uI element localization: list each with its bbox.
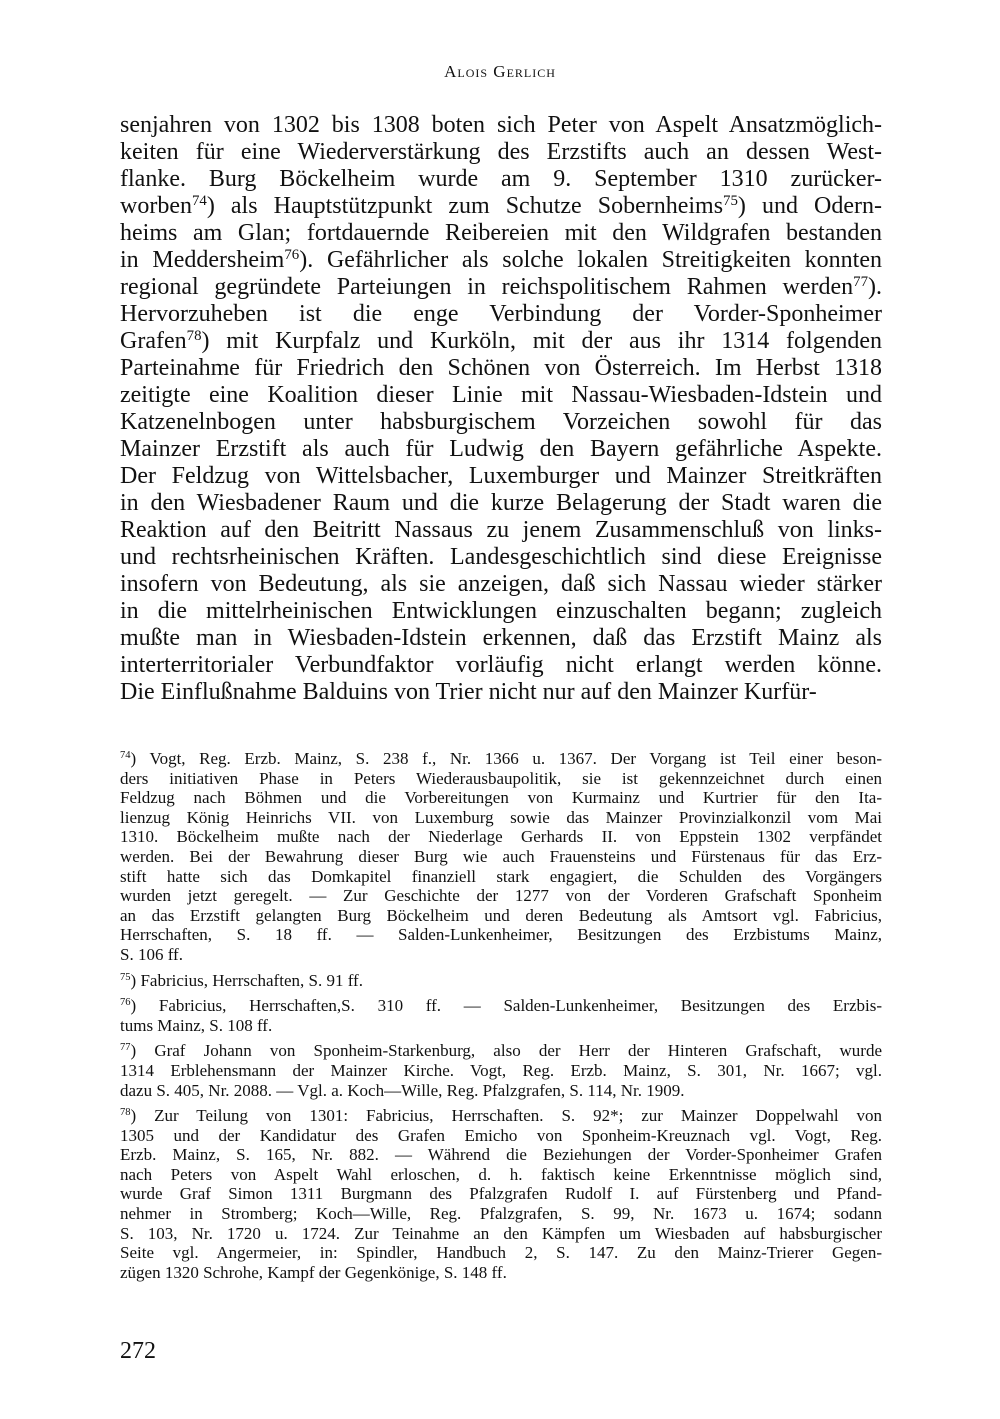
text-segment: Grafen [120, 328, 187, 354]
footnote [120, 1041, 882, 1100]
footnote-text: dazu S. 405, Nr. 2088. — Vgl. a. Koch—Wille, Reg. Pfalzgrafen, S. 114, Nr. 1909. [120, 1080, 685, 1100]
text-segment: ). Gefährlicher als solche lokalen Streitigkeiten konnten [299, 247, 883, 273]
text-segment: interterritorialer Verbundfaktor vorläufig nicht erlangt werden könne. [120, 652, 882, 678]
footnote-line [120, 1165, 882, 1185]
text-line [120, 328, 882, 355]
text-line [120, 571, 882, 598]
text-line [120, 598, 882, 625]
footnote-reference: 76 [284, 246, 300, 263]
footnote-text: Erzb. Mainz, S. 165, Nr. 882. — Während die Beziehungen der Vorder-Sponheimer Grafen [120, 1145, 882, 1165]
text-segment: regional gegründete Parteiungen in reichspolitischem Rahmen werden [120, 274, 854, 300]
text-line [120, 652, 882, 679]
text-segment: insofern von Bedeutung, als sie anzeigen, daß sich Nassau wieder stärker [120, 571, 882, 597]
text-segment: ) und Odern- [737, 193, 882, 219]
footnote-text: S. 103, Nr. 1720 u. 1724. Zur Teinahme an den Kämpfen um Wiesbaden auf habsburgischer [120, 1223, 882, 1243]
text-line [120, 436, 882, 463]
footnote-number: 76 [120, 997, 131, 1009]
text-line [120, 355, 882, 382]
footnote-reference: 78 [186, 327, 202, 344]
footnote-text: ders initiativen Phase in Peters Wiederausbaupolitik, sie ist gekennzeichnet durch einen [120, 768, 882, 788]
text-line [120, 193, 882, 220]
footnote-line [120, 1106, 882, 1126]
footnote-text: ) Zur Teilung von 1301: Fabricius, Herrschaften. S. 92*; zur Mainzer Doppelwahl von [130, 1106, 882, 1126]
text-segment: Mainzer Erzstift als auch für Ludwig den Bayern gefährliche Aspekte. [120, 436, 882, 462]
text-line [120, 247, 882, 274]
text-segment: Parteinahme für Friedrich den Schönen von Österreich. Im Herbst 1318 [120, 355, 882, 381]
footnote-text: tums Mainz, S. 108 ff. [120, 1015, 273, 1035]
running-header: Alois Gerlich [444, 62, 556, 81]
footnote-line [120, 1263, 882, 1283]
text-segment: Katzenelnbogen unter habsburgischem Vorzeichen sowohl für das [120, 409, 882, 435]
footnote [120, 749, 882, 965]
footnote-line [120, 1145, 882, 1165]
text-segment: Hervorzuheben ist die enge Verbindung der Vorder-Sponheimer [120, 301, 882, 327]
footnote-text: ) Graf Johann von Sponheim-Starkenburg, also der Herr der Hinteren Grafschaft, wurde [130, 1041, 882, 1061]
footnote-line [120, 1081, 882, 1101]
footnote-text: 1314 Erblehensmann der Mainzer Kirche. Vogt, Reg. Erzb. Mainz, S. 301, Nr. 1667; vgl. [120, 1060, 882, 1080]
footnote-text: an das Erzstift gelangten Burg Böckelheim und deren Bedeutung als Amtsort vgl. Fabricius, [120, 905, 882, 925]
footnote-number: 77 [120, 1042, 131, 1054]
text-line [120, 490, 882, 517]
footnote-text: Herrschaften, S. 18 ff. — Salden-Lunkenheimer, Besitzungen des Erzbistums Mainz, [120, 925, 882, 945]
text-line [120, 382, 882, 409]
footnote-reference: 74 [191, 192, 207, 209]
text-segment: worben [120, 193, 192, 219]
text-line [120, 409, 882, 436]
text-segment: und rechtsrheinischen Kräften. Landesgeschichtlich sind diese Ereignisse [120, 544, 882, 570]
text-segment: in Meddersheim [120, 247, 285, 273]
footnote-line [120, 1224, 882, 1244]
footnote-text: zügen 1320 Schrohe, Kampf der Gegenkönige, S. 148 ff. [120, 1262, 507, 1282]
footnote-line [120, 788, 882, 808]
footnote-number: 78 [120, 1107, 131, 1119]
footnote-line [120, 1061, 882, 1081]
footnote-line [120, 1204, 882, 1224]
main-text [120, 112, 882, 706]
page-number: 272 [120, 1338, 156, 1364]
footnote-text: 1310. Böckelheim mußte nach der Niederlage Gerhards II. von Eppstein 1302 verpfändet [120, 827, 882, 847]
footnote-reference: 77 [853, 273, 868, 290]
text-segment: ). [868, 274, 882, 300]
footnote-line [120, 808, 882, 828]
footnote-text: nehmer in Stromberg; Koch—Wille, Reg. Pfalzgrafen, S. 99, Nr. 1673 u. 1674; sodann [120, 1204, 882, 1224]
text-segment: in den Wiesbadener Raum und die kurze Belagerung der Stadt waren die [120, 490, 882, 516]
footnote-text: ) Fabricius, Herrschaften,S. 310 ff. — Salden-Lunkenheimer, Besitzungen des Erzbis- [130, 996, 882, 1016]
footnote-text: werden. Bei der Bewahrung dieser Burg wie auch Frauensteins und Fürstenaus für das Erz- [120, 846, 882, 866]
footnote-line [120, 769, 882, 789]
footnote-line [120, 749, 882, 769]
footnote-line [120, 886, 882, 906]
footnote-line [120, 1243, 882, 1263]
text-line [120, 463, 882, 490]
text-segment: zeitigte eine Koalition dieser Linie mit Nassau-Wiesbaden-Idstein und [120, 382, 882, 408]
text-line [120, 517, 882, 544]
footnote-reference: 75 [723, 192, 738, 209]
text-segment: Der Feldzug von Wittelsbacher, Luxemburger und Mainzer Streitkräften [120, 463, 882, 489]
footnote-line [120, 906, 882, 926]
footnote-text: ) Fabricius, Herrschaften, S. 91 ff. [130, 970, 363, 990]
footnote-number: 75 [120, 971, 131, 983]
text-line [120, 274, 882, 301]
text-segment: Reaktion auf den Beitritt Nassaus zu jenem Zusammenschluß von links- [120, 517, 882, 543]
footnote-line [120, 1041, 882, 1061]
footnote-number: 74 [120, 750, 131, 762]
text-segment: ) mit Kurpfalz und Kurköln, mit der aus ihr 1314 folgenden [201, 328, 882, 354]
footnote-line [120, 847, 882, 867]
text-line [120, 166, 882, 193]
footnote-line [120, 925, 882, 945]
footnote [120, 971, 882, 991]
text-segment: ) als Hauptstützpunkt zum Schutze Sobernheims [206, 193, 724, 219]
text-segment: in die mittelrheinischen Entwicklungen einzuschalten begann; zugleich [120, 598, 882, 624]
footnote-text: wurden jetzt geregelt. — Zur Geschichte der 1277 von der Vorderen Grafschaft Sponheim [120, 886, 882, 906]
text-line [120, 220, 882, 247]
footnote-line [120, 996, 882, 1016]
text-segment: Die Einflußnahme Balduins von Trier nicht nur auf den Mainzer Kurfür- [120, 679, 817, 705]
footnote-text: Feldzug nach Böhmen und die Vorbereitungen von Kurmainz und Kurtrier für den Ita- [120, 788, 882, 808]
footnote-line [120, 971, 882, 991]
text-segment: senjahren von 1302 bis 1308 boten sich Peter von Aspelt Ansatzmöglich- [120, 112, 882, 138]
footnote-text: stift hatte sich das Domkapitel finanziell stark engagiert, die Schulden des Vorgängers [120, 866, 882, 886]
text-line [120, 112, 882, 139]
footnote-text: nach Peters von Aspelt Wahl erloschen, d. h. faktisch keine Erkenntnisse möglich sind, [120, 1164, 882, 1184]
text-segment: flanke. Burg Böckelheim wurde am 9. September 1310 zurücker- [120, 166, 882, 192]
footnote-line [120, 827, 882, 847]
footnote-line [120, 945, 882, 965]
footnote-line [120, 1184, 882, 1204]
footnote-line [120, 1016, 882, 1036]
text-segment: heims am Glan; fortdauernde Reibereien mit den Wildgrafen bestanden [120, 220, 882, 246]
footnote [120, 1106, 882, 1282]
footnote-text: ) Vogt, Reg. Erzb. Mainz, S. 238 f., Nr. 1366 u. 1367. Der Vorgang ist Teil einer beson- [130, 749, 882, 768]
footnote-line [120, 867, 882, 887]
footnote-text: Seite vgl. Angermeier, in: Spindler, Handbuch 2, S. 147. Zu den Mainz-Trierer Gegen- [120, 1243, 882, 1263]
text-line [120, 679, 882, 706]
footnotes [120, 749, 882, 1288]
text-line [120, 301, 882, 328]
text-line [120, 544, 882, 571]
footnote-text: wurde Graf Simon 1311 Burgmann des Pfalzgrafen Rudolf I. auf Fürstenberg und Pfand- [120, 1184, 882, 1204]
text-segment: mußte man in Wiesbaden-Idstein erkennen, daß das Erzstift Mainz als [120, 625, 882, 651]
text-line [120, 625, 882, 652]
footnote-text: S. 106 ff. [120, 944, 183, 964]
text-segment: keiten für eine Wiederverstärkung des Erzstifts auch an dessen West- [120, 139, 882, 165]
footnote-text: 1305 und der Kandidatur des Grafen Emicho von Sponheim-Kreuznach vgl. Vogt, Reg. [120, 1125, 882, 1145]
text-line [120, 139, 882, 166]
footnote-text: lienzug König Heinrichs VII. von Luxemburg sowie das Mainzer Provinzialkonzil vom Mai [120, 807, 882, 827]
footnote [120, 996, 882, 1035]
footnote-line [120, 1126, 882, 1146]
